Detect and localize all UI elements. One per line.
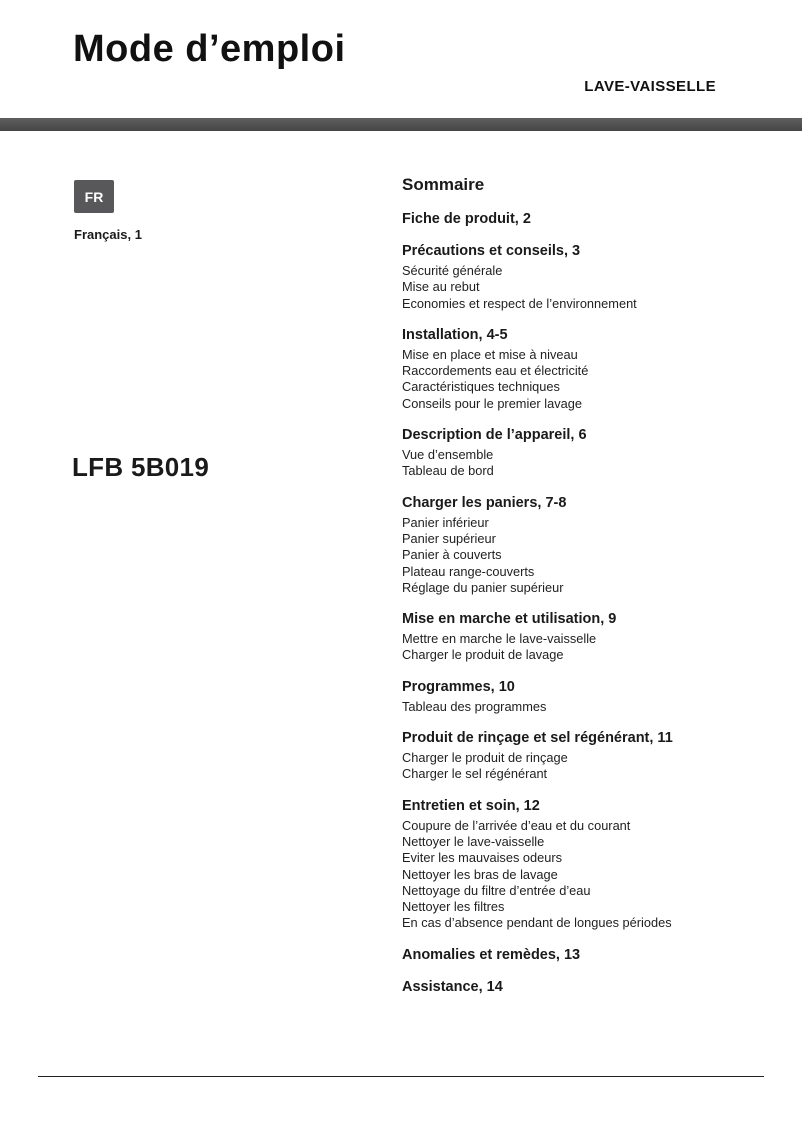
toc-section	[402, 679, 772, 715]
toc-item: Nettoyage du filtre d’entrée d’eau	[402, 882, 591, 898]
toc-section-heading: Produit de rinçage et sel régénérant, 11	[402, 730, 673, 747]
toc-item: Nettoyer les filtres	[402, 899, 505, 915]
toc-section-heading: Mise en marche et utilisation, 9	[402, 611, 617, 628]
toc-section-heading: Assistance, 14	[402, 978, 503, 995]
toc-item: Sécurité générale	[402, 263, 503, 278]
toc-section-heading: Description de l’appareil, 6	[402, 427, 587, 444]
toc-item: Tableau de bord	[402, 463, 494, 479]
footer-rule	[38, 1076, 764, 1077]
toc-section	[402, 495, 772, 596]
toc-item: Réglage du panier supérieur	[402, 579, 564, 595]
toc-section	[402, 211, 772, 228]
toc-item: Mettre en marche le lave-vaisselle	[402, 631, 597, 647]
header-divider-band	[0, 118, 802, 131]
toc-section-heading: Installation, 4-5	[402, 326, 508, 343]
toc-section-heading: Précautions et conseils, 3	[402, 243, 581, 259]
toc-item: Raccordements eau et électricité	[402, 363, 589, 379]
toc-section-heading: Programmes, 10	[402, 678, 515, 695]
toc-item: Economies et respect de l’environnement	[402, 295, 637, 311]
toc-section	[402, 243, 772, 312]
toc-item: Nettoyer les bras de lavage	[402, 866, 558, 882]
toc-item: En cas d’absence pendant de longues périodes	[402, 915, 672, 931]
toc-item: Plateau range-couverts	[402, 563, 535, 579]
document-title: Mode d’emploi	[73, 28, 346, 70]
toc-item: Caractéristiques techniques	[402, 379, 560, 395]
toc-section	[402, 730, 772, 783]
toc-section	[402, 947, 772, 964]
toc-item: Coupure de l’arrivée d’eau et du courant	[402, 817, 631, 833]
toc-section-heading: Anomalies et remèdes, 13	[402, 946, 581, 963]
toc-item: Eviter les mauvaises odeurs	[402, 850, 563, 866]
table-of-contents	[402, 174, 772, 999]
toc-item: Mise en place et mise à niveau	[402, 346, 578, 362]
appliance-type-label: LAVE-VAISSELLE	[584, 78, 716, 95]
toc-item: Nettoyer le lave-vaisselle	[402, 833, 545, 849]
toc-item: Vue d’ensemble	[402, 447, 494, 463]
toc-section	[402, 327, 772, 412]
toc-item: Panier supérieur	[402, 530, 496, 546]
toc-section	[402, 427, 772, 480]
toc-item: Mise au rebut	[402, 279, 480, 295]
toc-item: Panier à couverts	[402, 547, 502, 563]
toc-section	[402, 798, 772, 932]
toc-item: Charger le produit de rinçage	[402, 750, 568, 766]
toc-item: Panier inférieur	[402, 514, 489, 530]
toc-item: Conseils pour le premier lavage	[402, 395, 582, 411]
language-label: Français, 1	[74, 227, 142, 242]
language-badge: FR	[74, 180, 114, 213]
toc-sections	[402, 211, 772, 996]
toc-section-heading: Entretien et soin, 12	[402, 797, 540, 814]
toc-section-heading: Charger les paniers, 7-8	[402, 494, 567, 511]
toc-section-heading: Fiche de produit, 2	[402, 211, 531, 227]
toc-title: Sommaire	[402, 175, 485, 194]
model-number: LFB 5B019	[72, 452, 210, 482]
toc-section	[402, 611, 772, 664]
toc-section	[402, 979, 772, 996]
toc-item: Charger le sel régénérant	[402, 766, 548, 782]
toc-item: Tableau des programmes	[402, 698, 547, 714]
toc-item: Charger le produit de lavage	[402, 647, 564, 663]
